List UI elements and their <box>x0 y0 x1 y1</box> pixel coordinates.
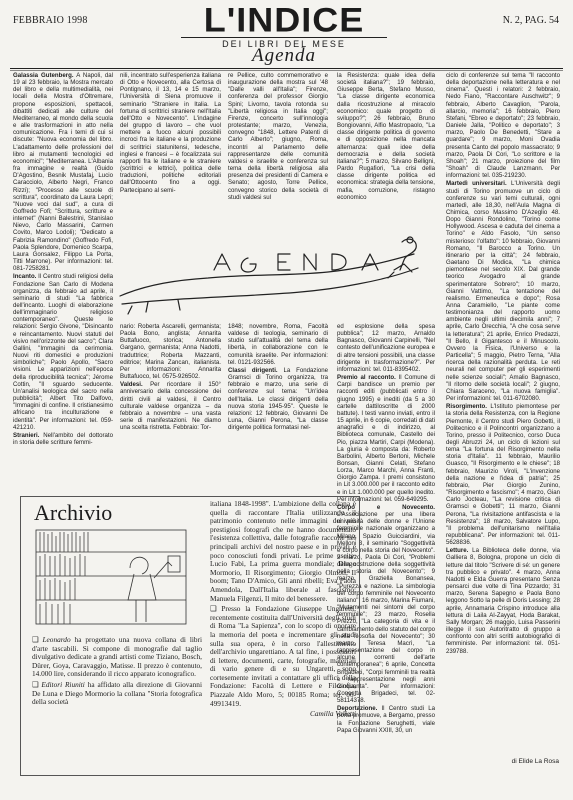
column-3-middle <box>228 323 328 491</box>
header-rule <box>10 68 563 69</box>
archivio-right-column <box>210 500 356 774</box>
archivio-note-heading: Editori Riuniti <box>41 679 85 689</box>
archivio-note-text: ha affidato alla direzione di Giovanni De Luna e Diego Mormorio la collana "Storia fotografica della società <box>32 679 202 707</box>
paragraph <box>446 403 560 546</box>
paragraph-text: L'Istituto piemontese per la storia della Resistenza, con la Regione Piemonte, il Centro studi Piero Gobetti, il Politecnico e il Polincontri organizzano a Torino, presso il Politecnico, corso Duca degli Abruzzi 24, un ciclo di lezioni sul tema "La fortuna del Risorgimento nella storia d'Italia". 11 febbraio, Maurilio Guasco, "Il Risorgimento e le chiese"; 18 febbraio, Maurizio Viroli, "L'invenzione della nazione e l'idea di patria"; 25 febbraio, Pier Giorgio Zunino, "Risorgimento e fascismo"; 4 marzo, Gian Carlo Jocteau, "La revisione critica di Gramsci e Gobetti"; 11 marzo, Gianni Perona, "La rivisitazione antifascista e la Resistenza"; 18 marzo, Salvatore Lupo, "Il problema dell'unitarismo nell'Italia repubblicana". Per informazioni: tel. 011-5628836. <box>446 403 560 547</box>
paragraph <box>120 381 221 431</box>
paragraph <box>228 367 328 431</box>
column-2-middle <box>120 323 221 491</box>
paragraph-heading: Premio al racconto. <box>337 374 396 382</box>
paragraph-text: 1848; novembre, Roma, Facoltà valdese di teologia, seminario di studio sull'attualità del tema della libertà, in collaborazione con le comunità israelite. Per informazioni: tel. 0121-932566. <box>228 323 328 366</box>
paragraph <box>337 374 435 503</box>
paragraph-text: A Napoli, dal 19 al 23 febbraio, la Mostra mercato del libro e della multimedialità, nei locali della Mostra d'Oltremare, propone esposizioni, spettacoli, dibattiti dedicati alle culture del Mediterraneo, al mondo della scuola e alle trasformazioni in atto nella comunicazione. Fra i temi di cui si discute: "Nuova economia del libro. L'adattamento delle professioni del libro ai mutamenti tecnologici ed economici"; "Mediterranea. L'Albania fra immagine e realtà (Guido D'Agostino, Besnik Mustafaj, Lucio Caracciolo, Alberto Negri, Franco Rizzi); "Processo alle scuole di scrittura", coordinato da Laura Lepri; "Nuove voci dal sud", a cura di Goffredo Fofi; "Scrittura, scritture e internet" (Nanni Balestrini, Stanislao Nievo, Carlo Massarini, Carmen Covito, Marco Lodoli); "Dedicato a Fabrizia Ramondino" (Goffredo Fofi, Paola Splendore, Domenico Scarpa, Laura Gonsalez, Filippo La Porta, Titti Marrone). Per informazioni: tel. 081-7258281. <box>13 72 113 273</box>
paragraph-text: re Pellice, culto commemorativo e inaugurazione della mostra sul '48 "Dalle valli all'Italia"; Firenze, conferenza del professor Giorgio Spini; Livorno, tavola rotonda su "Libertà religiosa in Italia oggi"; Firenze, concerto sull'innologia protestante; marzo, Venezia, convegno "1848, Lettere Patenti di Carlo Alberto"; giugno, Roma, incontri al Parlamento delle rappresentanze delle comunità valdesi e israelite e conferenza sul tema della libertà religiosa alla presenza dei presidenti di Camera e Senato; agosto, Torre Pellice, convegno storico della società di studi valdesi sul <box>228 72 328 201</box>
paragraph-heading: Corpo e Novecento. <box>337 503 435 511</box>
paragraph-heading: Letture. <box>446 547 469 555</box>
archivio-note-text: italiana 1848-1998". L'ambizione della collana è quella di raccontare l'Italia utilizzando il patrimonio contenuto nelle immagini dei più prestigiosi fotografi che ne hanno documentato l'esistenza collettiva, dalle fotografie raccolte nei principali archivi del nostro paese e in privati e poco conosciuti fondi privati. Le prime uscite: Lucio Fabi, La prima guerra mondiale; Diego Mormorio, Il Risorgimento; Giorgio Olmoti, Il boom; Tano D'Amico, Gli anni ribelli; Eva Paola Amendola, Dall'Italia liberale al fascismo; Manuela Filgenzi, Il mito del benessere. <box>210 500 356 603</box>
paragraph-text: L'Associazione per una libera università delle donne e l'Unione femminile nazionale organizzano a Milano, Spazio Guicciardini, via Melloni 3, il seminario "Soggettività e corpo nella storia del Novecento". 2 marzo, Paola Di Cori, "Problemi della costruzione della soggettività nella storia del Novecento"; 9 marzo, Graziella Bonansea, "Purezza e nazione. La simbologia del corpo femminile nel Novecento italiano"; 16 marzo, Marina Fiumani, "Mutamenti nei sintomi del corpo femminile"; 23 marzo, Rosella Prezzo, "La categoria di vita e il cambiamento dello statuto del corpo nella filosofia del Novecento"; 30 marzo, Teresa Macrì, "La rappresentazione del corpo in alcune correnti dell'arte contemporanea"; 6 aprile, Concetta Brigadeci, "Corpi femminili tra realtà e rappresentazione negli anni Cinquanta". Per informazioni: Concetta Brigadeci, tel. 02-58114378. <box>337 511 435 705</box>
header-rule-thin <box>10 70 563 71</box>
paragraph <box>13 432 113 446</box>
paragraph <box>13 273 113 430</box>
paragraph-heading: Risorgimento. <box>446 403 487 411</box>
archivio-note: ❑ Presso la Fondazione Giuseppe Ungaretti, recentemente costituita dall'Università degli studi di Roma "La Sapienza", con lo scopo di onorare la memoria del poeta e incrementare gli studi sulla sua opera, è in corso l'allestimento dell'archivio ungarettiano. A tal fine, i possessori di lettere, documenti, carte, fotografie, materiali di vario genere di e su Ungaretti, sono cortesemente invitati a contattare gli uffici della Fondazione: Facoltà di Lettere e Filosofia, Piazzale Aldo Moro, 5; 00185 Roma; tel. 06-49913419. <box>210 604 356 708</box>
paragraph-text: la Resistenza: quale idea della società italiana?"; 19 febbraio, Giuseppe Berta, Stefano Musso, "La classe dirigente economica dalla ricostruzione al miracolo economico: quale progetto di sviluppo?"; 26 febbraio, Bruno Bongiovanni, Alfio Mastropaolo, "La classe dirigente politica di governo e di opposizione nella mancata alternanza: quali idee della democrazia e della società italiana?"; 5 marzo, Silvano Belligni, Pardo Rugafiori, "La crisi della classe dirigente politica ed economica: strategia della tensione, mafia, corruzione, ristagno economico <box>337 72 435 201</box>
archivio-note-text: ha progettato una nuova collana di libri d'arte tascabili. Si compone di monografie dal taglio divulgativo dedicate a grandi artisti come Tiziano, Bosch, Dürer, Goya, Caravaggio, Matisse. Il prezzo è contenuto, 14.000 lire, considerando il ricco apparato iconografico. <box>32 636 202 679</box>
column-1 <box>13 72 113 492</box>
paragraph-heading: Stranieri. <box>13 431 40 439</box>
paragraph-text: nili, incentrato sull'esperienza italiana di Otto e Novecento, alla Certosa di Pontignano, il 13, 14 e 15 marzo, l'Università di Siena promuove il seminario "Straniere in Italia. La fortuna di scrittrici straniere nell'Italia dell'Otto e Novecento". L'indagine del gruppo di lavoro – che vuol mettere a fuoco alcuni possibili incroci fra le italiane e la produzione di scrittrici statunitensi, tedesche, inglesi e francesi – è focalizzata sui rapporti fra le italiane e le straniere (scrittrici e lettrici), politica delle traduzioni, politiche editoriali dall'Ottocento fino a oggi. Partecipano al semi- <box>120 72 221 194</box>
archivio-left-column <box>32 636 202 774</box>
paragraph-heading: Classi dirigenti. <box>228 366 278 374</box>
masthead-subtitle: DEI LIBRI DEL MESE <box>181 37 387 49</box>
paragraph-heading: Deportazione. <box>337 705 378 713</box>
byline: di Elide La Rosa <box>511 758 559 765</box>
paragraph-heading: Valdesi. <box>120 381 143 389</box>
paragraph <box>446 180 560 402</box>
archivio-note: ❑ Editori Riuniti ha affidato alla direzione di Giovanni De Luna e Diego Mormorio la collana "Storia fotografica della società <box>32 679 202 707</box>
paragraph-text: L'Università degli studi di Torino promuove un ciclo di conferenze su vari temi culturali, ogni martedì, alle 18,30, nell'Aula Magna di Chimica, corso Massimo D'Azeglio 48. Dopo Gianni Rondolino, "Torino come Hollywood. Ascesa e caduta del cinema a Torino" e Aldo Fasolo, "Un senso misterioso: l'olfatto": 10 febbraio, Giovanni Romano, "Il Barocco a Torino. Un itinerario per la città"; 24 febbraio, Gaetano Di Modica, "La chimica piemontese nel secolo XIX. Dal grande teorico Avogadro al grande sperimentatore Sobrero"; 10 marzo, Gianni Vattimo, "La tentazione del realismo. Ermeneutica e dopo"; Rosa Anna Caramiello, "Le piante come testimonianza del rapporto uomo ambiente negli ultimi diecimila anni"; 7 aprile, Carlo Orecchia, "A che cosa serve la letteratura"; 21 aprile, Enrico Predazzi, "Il Bello, il Gigantesco e il Minuscolo. Ovvero la Fisica, l'Universo e la Particella"; 5 maggio, Pietro Terna, "Alla ricerca della razionalità perduta. Le reti neurali nel computer per gli esperimenti nelle scienze sociali"; Amalio Bagnasco, "Il ritorno delle società locali"; 2 giugno, Chiara Saraceno, "La nuova famiglia". Per informazioni: tel. 011-6702080. <box>446 180 560 403</box>
paragraph-heading: Martedì universitari. <box>446 180 507 188</box>
archivio-note-heading: Leonardo <box>42 636 71 644</box>
paragraph-text: Il Centro studi religiosi della Fondazione San Carlo di Modena organizza, da febbraio ad aprile, il seminario di studi "La fabbrica dell'incanto. Luoghi di elaborazione dell'immaginario religioso contemporaneo". Queste le relazioni: Sergio Givone, "Disincanto e reincantamento. Nuovi statuti del visivo nell'orizzonte del sacro"; Clara Gallini, "Immagini da cerimonia. Nuovi riti domestici e produzioni simboliche"; Paolo Apollo, "Sacro visioni. Le apparizioni nell'epoca della riproducibilità tecnica"; Jérome Cottin, "Il sguardo seducente. Un'analisi teologica del sacro nella pubblicità"; Albert Tito Dalfovo, "Immagini di confine. Il cristianesimo africano tra inculturazione e identità". Per informazioni: tel. 059-421210. <box>13 273 113 431</box>
agenda-illustration <box>118 234 438 322</box>
paragraph-heading: Galassia Gutenberg. <box>13 72 74 79</box>
paragraph-text: ciclo di conferenze sul tema "Il racconto della deportazione nella letteratura e nel cinema". Questi i relatori: 2 febbraio, Nedo Fiano, "Raccontare Auschwitz"; 9 febbraio, Alberto Cavaglion, "Parola, allarcio, memoria"; 16 febbraio, Piero Stefani, "Ebreo e deportato"; 23 febbraio, Daniele Jalla, "Politico e deportato"; 3 marzo, Paolo De Benedetti, "Stare a guardare"; 9 marzo, Moni Ovadia presenta Canto del popolo massacrato; 9 marzo, Paola Di Cori, "Lo scrittore e la Shoah"; 21 marzo, proiezione del film "Shoah" di Claude Lanzmann. Per informazioni: tel. 035-219230. <box>446 72 560 180</box>
column-2-top <box>120 72 221 236</box>
paragraph-text: Il Centro studi La porta promuove, a Bergamo, presso la Fondazione Serughetti, viale Papa Giovanni XXIII, 30, un <box>337 705 435 734</box>
paragraph <box>446 547 560 654</box>
paragraph-text: La Fondazione Gramsci di Torino organizza, tra febbraio e marzo, una serie di conferenze sul tema: "Un'idea dell'Italia. Le classi dirigenti della nuova storia 1945-95". Queste le relazioni: 12 febbraio, Giovanni De Luna, Gianni Perona, "La classe dirigente politica formatasi nel- <box>228 366 328 432</box>
issue-date: FEBBRAIO 1998 <box>13 15 88 26</box>
bookshelf-illustration <box>34 528 194 628</box>
issue-page-number: N. 2, PAG. 54 <box>502 15 559 26</box>
column-5 <box>446 72 560 756</box>
paragraph-text: nario: Roberta Ascarelli, germanista; Paola Bono, anglista; Annarita Buttafuoco, storica; Antonella Gargano, germanista; Anna Nadotti, traduttrice; Roberta Mazzanti, editrice; Marina Zancan, italianista. Per informazioni: Annarita Buttafuoco, tel. 0575-926502. <box>120 323 221 381</box>
paragraph-text: Nell'ambito del dottorato in storia delle scritture femmi- <box>13 431 113 446</box>
paragraph-text: Il Comune di Carpi bandisce un premio per racconti editi (pubblicati entro il giugno 1995) e inediti (da 5 a 30 cartelle dattiloscritte di 2000 battute). I testi vanno inviati, entro il 15 aprile, in 6 copie, corredati di dati anagrafici e di indirizzo, al Biblioteca comunale, Castello dei Pio, piazza Martiri, Carpi (Modena). La giuria è composta da: Roberto Barbolini, Alberto Bertoni, Michele Bonsan, Gianni Celati, Stefano Lorza, Marco Marchi, Anna Franti, Giorgio Zampa. I premi consistono in Lit 3.000.000 per il racconto edito e in Lit 1.000.000 per quello inedito. Per informazioni: tel. 059-649295. <box>337 374 435 503</box>
masthead-title: L'INDICE <box>203 0 365 40</box>
paragraph-heading: Incanto. <box>13 273 37 281</box>
paragraph-text: Per ricordare il 150° anniversario della concessione dei diritti civili ai valdesi, il Centro culturale valdese organizza – da febbraio a novembre – una vasta serie di manifestazioni. Ne diamo una scelta ristretta. Febbraio: Tor- <box>120 381 221 432</box>
archivio-title: Archivio <box>34 500 113 525</box>
paragraph <box>13 72 113 272</box>
masthead-logo <box>181 2 387 49</box>
archivio-signature: Camilla Valletti <box>309 709 356 719</box>
column-3-top <box>228 72 328 236</box>
archivio-note: ❑ Leonardo ha progettato una nuova collana di libri d'arte tascabili. Si compone di monografie dal taglio divulgativo dedicate a grandi artisti come Tiziano, Bosch, Dürer, Goya, Caravaggio, Matisse. Il prezzo è contenuto, 14.000 lire, considerando il ricco apparato iconografico. <box>32 636 202 679</box>
paragraph-text: La Biblioteca delle donne, via Galliera 8, Bologna, propone un ciclo di letture dal titolo "Scrivere di sé: un genere tra pubblico e privato". 4 marzo, Anna Nadotti e Elda Guerra presentano Senza pensarci due volte di Tina Pizzardo; 31 marzo, Serena Sapegno e Paola Bono leggono Sotto la pelle di Doris Lessing; 28 aprile, Annamaria Crispino introduce alla lettura di Laila Al-Zayyat, Hoda Barakat, Sally Morgan; 26 maggio, Luisa Passerini illegge il suo Autoritratto di gruppo a confronto con altri scritti autobiografici di femministe. Per informazioni: tel. 051-239788. <box>446 547 560 655</box>
paragraph-text: ed esplosione della spesa pubblica"; 12 marzo, Arnaldo Bagnasco, Giovanni Carpinelli, "Nel contesto dell'unificazione europea e di altre tensioni possibili, una classe dirigente in trasformazione?". Per informazioni: tel. 011-8395402. <box>337 323 435 373</box>
column-4-top <box>337 72 435 236</box>
section-title: Agenda <box>251 45 317 66</box>
archivio-note-text: Presso la Fondazione Giuseppe Ungaretti, recentemente costituita dall'Università degli studi di Roma "La Sapienza", con lo scopo di onorare la memoria del poeta e incrementare gli studi sulla sua opera, è in corso l'allestimento dell'archivio ungarettiano. A tal fine, i possessori di lettere, documenti, carte, fotografie, materiali di vario genere di e su Ungaretti, sono cortesemente invitati a contattare gli uffici della Fondazione: Facoltà di Lettere e Filosofia, Piazzale Aldo Moro, 5; 00185 Roma; tel. 06-49913419. <box>210 604 356 708</box>
